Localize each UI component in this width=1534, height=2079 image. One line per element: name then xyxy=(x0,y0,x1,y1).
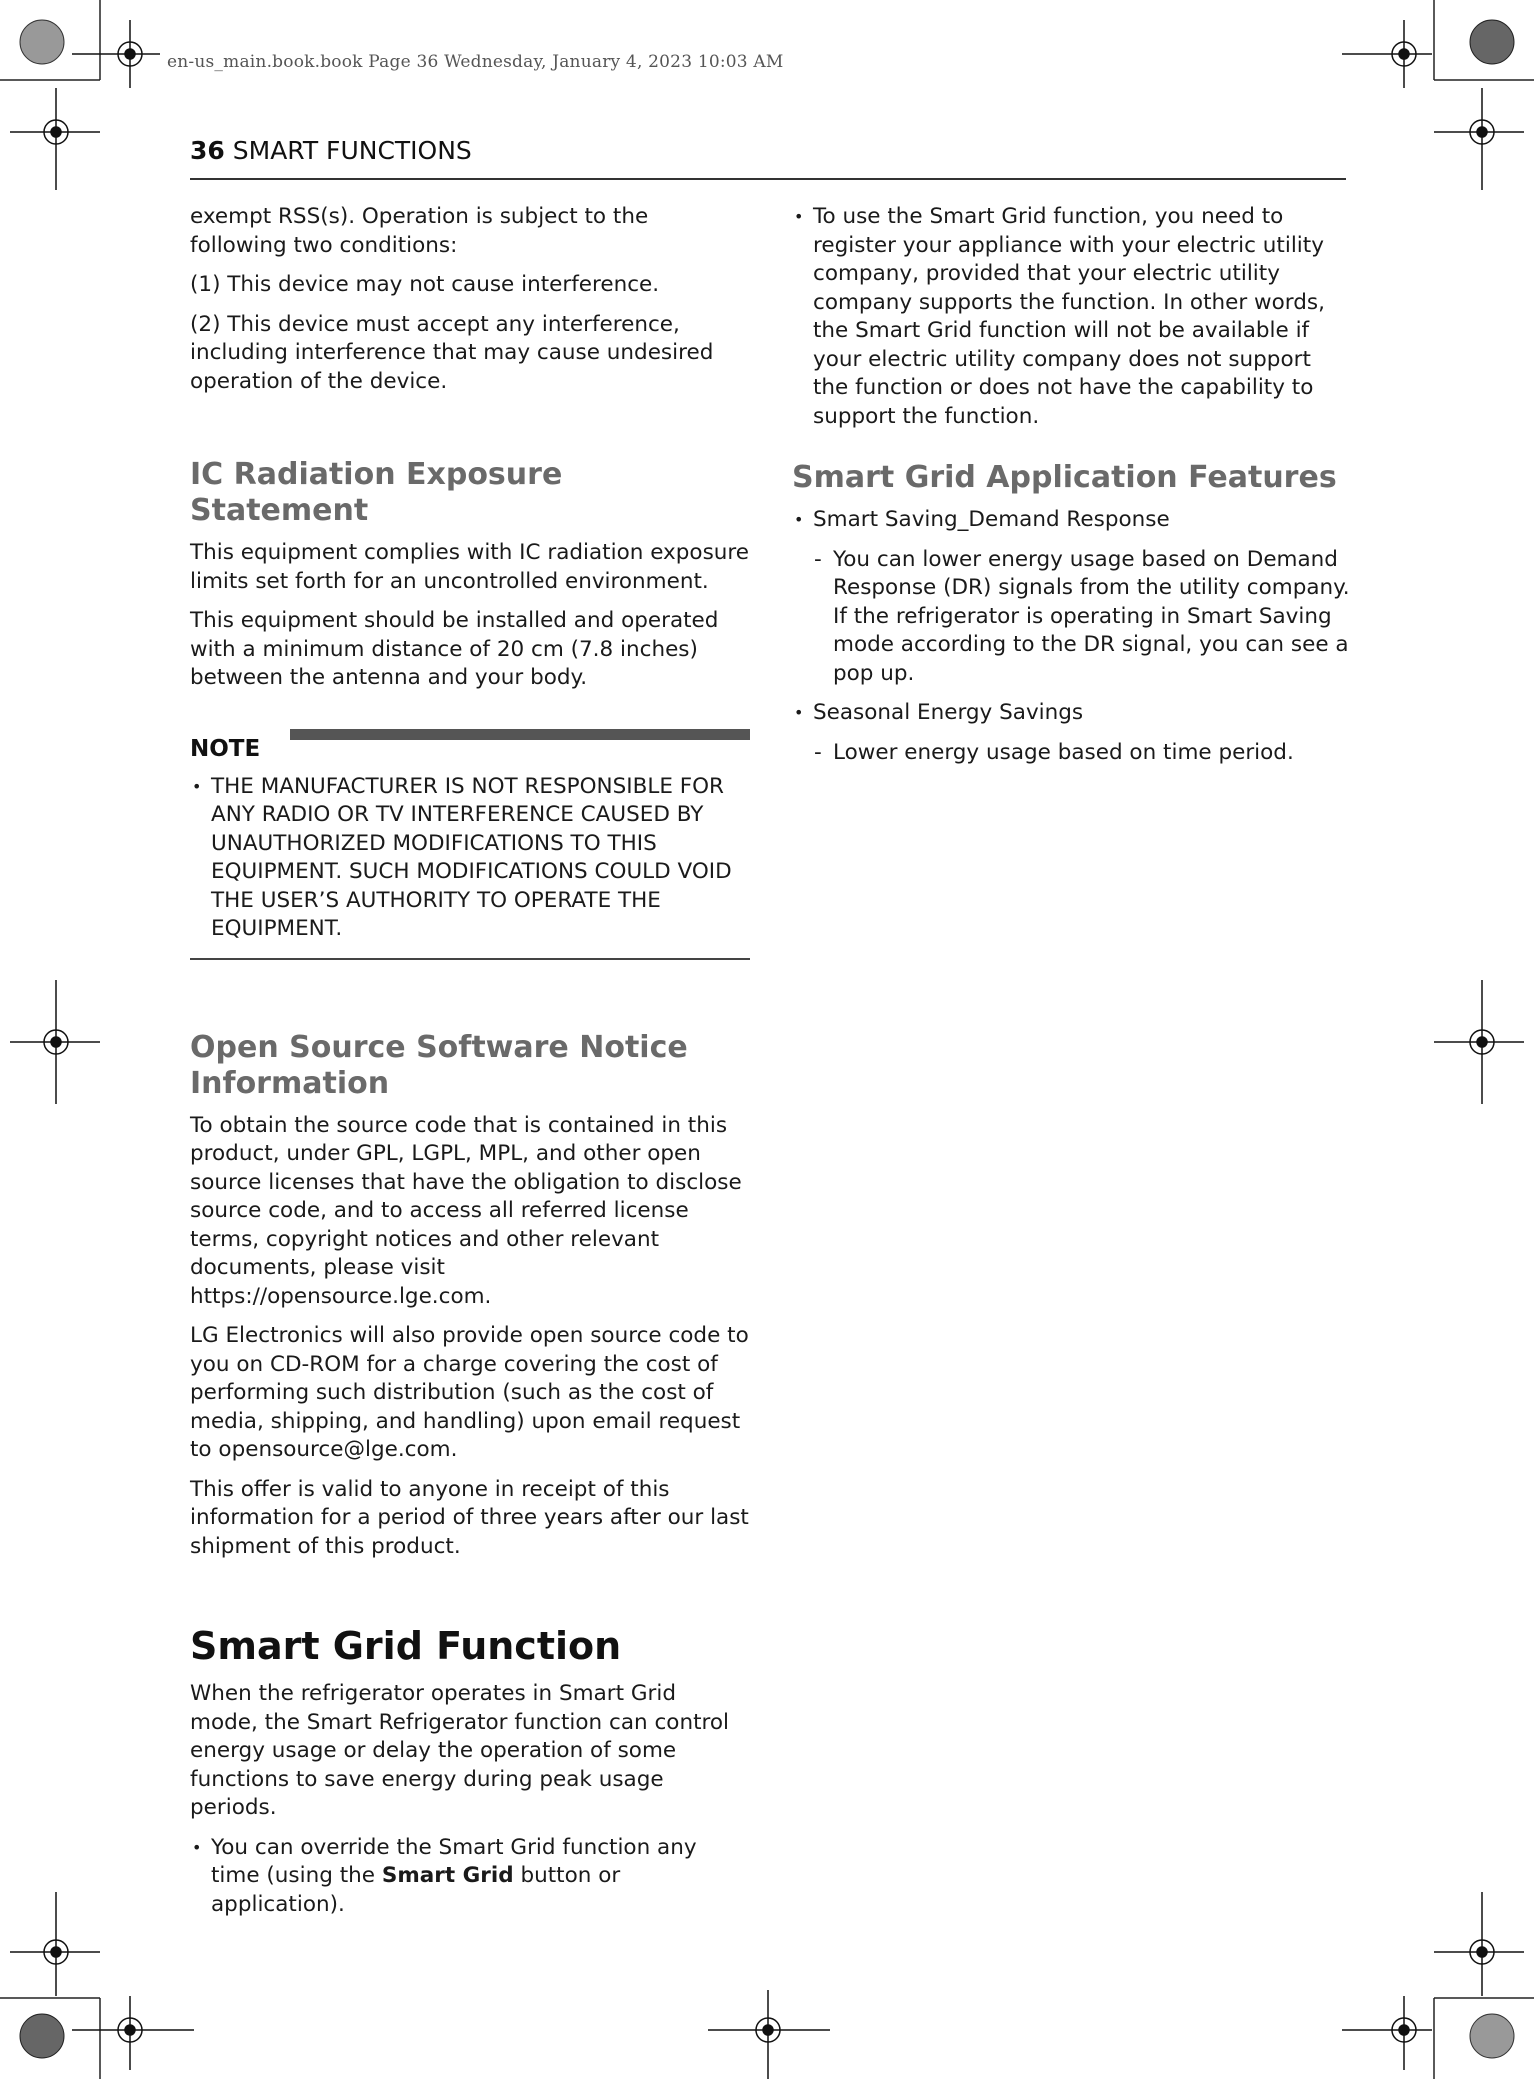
sub-item: - Lower energy usage based on time period. xyxy=(792,739,1352,768)
rosette-bottom-left xyxy=(20,2014,64,2058)
right-column xyxy=(792,203,1352,778)
section-heading: IC Radiation Exposure Statement xyxy=(190,457,563,528)
header-rule xyxy=(190,178,1346,180)
paragraph: When the refrigerator operates in Smart Grid mode, the Smart Refrigerator function can control energy usage or delay the operation of some functions to save energy during peak usage periods. xyxy=(190,1681,730,1820)
bullet-text: button or application). xyxy=(211,1863,621,1917)
rosette-bottom-right xyxy=(1470,2014,1514,2058)
crosshair-bottom-center xyxy=(708,1990,830,2079)
bullet-item xyxy=(190,1834,750,1920)
section-title: SMART FUNCTIONS xyxy=(232,136,472,165)
crosshair-top-right xyxy=(1342,20,1432,88)
bullet-item: • Seasonal Energy Savings xyxy=(792,699,1352,728)
sub-item: - You can lower energy usage based on Demand Response (DR) signals from the utility company. If the refrigerator is operating in Smart Saving mode according to the DR signal, you can see a pop up. xyxy=(792,546,1352,689)
paragraph: This equipment complies with IC radiation exposure limits set forth for an uncontrolled environment. xyxy=(190,540,749,594)
bullet-text: You can override the Smart Grid function any time (using the xyxy=(211,1834,697,1888)
paragraph: To obtain the source code that is contained in this product, under GPL, LGPL, MPL, and other open source licenses that have the obligation to disclose source code, and to access all referred license terms, copyright notices and other relevant documents, please visit https://opensource.lge.com. xyxy=(190,1112,742,1309)
note-bar xyxy=(290,729,750,740)
paragraph: This equipment should be installed and operated with a minimum distance of 20 cm (7.8 inches) between the antenna and your body. xyxy=(190,608,719,690)
paragraph: (1) This device may not cause interference. xyxy=(190,272,660,297)
crosshair-right-upper xyxy=(1434,88,1524,190)
note-text: • THE MANUFACTURER IS NOT RESPONSIBLE FOR ANY RADIO OR TV INTERFERENCE CAUSED BY UNAUTHORIZED MODIFICATIONS TO THIS EQUIPMENT. SUCH MODIFICATIONS COULD VOID THE USER’S AUTHORITY TO OPERATE THE EQUIPMENT. xyxy=(190,773,750,944)
crosshair-top-left xyxy=(72,20,160,88)
bullet-item: • Smart Saving_Demand Response xyxy=(792,506,1352,535)
note-box xyxy=(190,721,750,960)
crosshair-left-lower xyxy=(10,1892,100,1996)
section-heading: Smart Grid Function xyxy=(190,1624,622,1668)
crosshair-right-middle xyxy=(1434,980,1524,1104)
section-heading: Open Source Software Notice Information xyxy=(190,1029,688,1101)
paragraph: (2) This device must accept any interference, including interference that may cause undesired operation of the device. xyxy=(190,311,714,394)
bold-term: Smart Grid xyxy=(381,1863,514,1888)
crosshair-left-middle xyxy=(10,980,100,1104)
crosshair-bottom-right xyxy=(1342,1996,1432,2070)
left-column xyxy=(190,203,750,1930)
section-heading: Smart Grid Application Features xyxy=(792,460,1337,495)
paragraph: This offer is valid to anyone in receipt of this information for a period of three years after our last shipment of this product. xyxy=(190,1476,749,1559)
crosshair-bottom-left xyxy=(72,1996,194,2070)
rosette-top-right xyxy=(1470,20,1514,64)
note-title: NOTE xyxy=(190,735,261,762)
print-header: en-us_main.book.book Page 36 Wednesday, January 4, 2023 10:03 AM xyxy=(167,52,784,72)
bullet-item: • To use the Smart Grid function, you need to register your appliance with your electric utility company, provided that your electric utility company supports the function. In other words, the Smart Grid function will not be available if your electric utility company does not support the function or does not have the capability to support the function. xyxy=(792,203,1352,431)
paragraph: exempt RSS(s). Operation is subject to the following two conditions: xyxy=(190,204,649,258)
rosette-top-left xyxy=(20,20,64,64)
page-number: 36 xyxy=(190,136,225,165)
crosshair-left-upper xyxy=(10,88,100,190)
paragraph: LG Electronics will also provide open source code to you on CD-ROM for a charge covering the cost of performing such distribution (such as the cost of media, shipping, and handling) upon email request to opensource@lge.com. xyxy=(190,1323,749,1462)
running-head xyxy=(190,136,472,165)
crosshair-right-lower xyxy=(1434,1892,1524,1996)
